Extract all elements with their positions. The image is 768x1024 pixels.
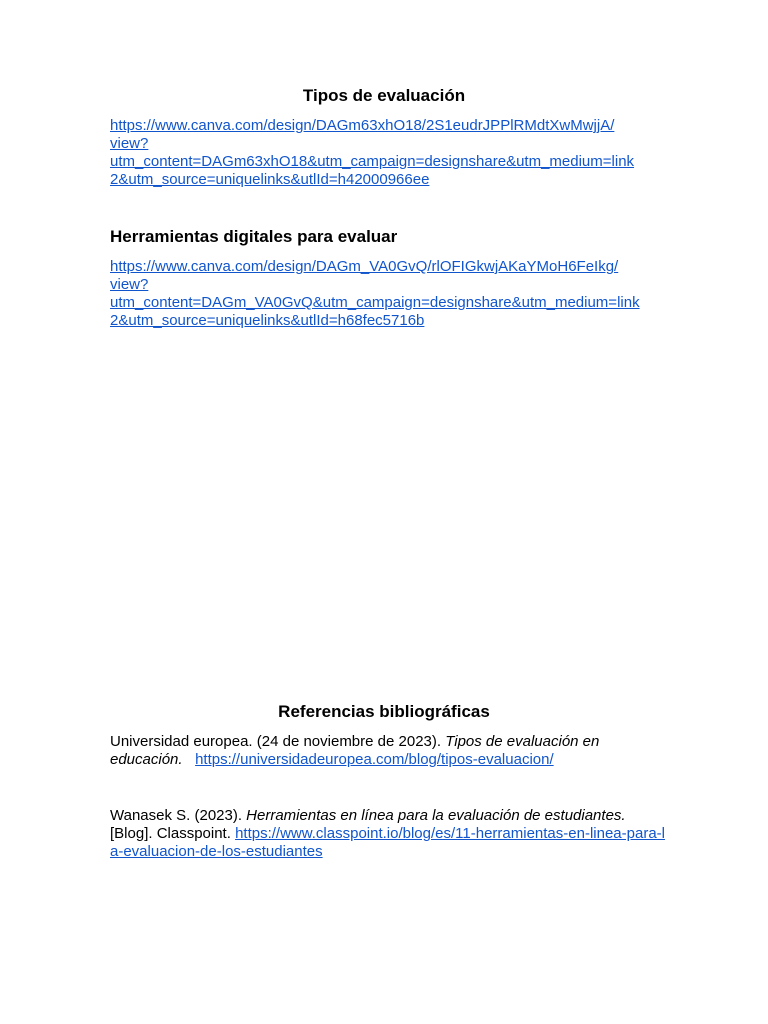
link-line[interactable]: https://www.canva.com/design/DAGm63xhO18/2S1eudrJPPlRMdtXwMwjjA/ (110, 117, 615, 134)
link-line[interactable]: https://www.canva.com/design/DAGm_VA0GvQ/rlOFIGkwjAKaYMoH6FeIkg/ (110, 258, 619, 275)
section-title-herramientas: Herramientas digitales para evaluar (110, 227, 398, 246)
section-link-herramientas[interactable] (110, 258, 670, 330)
link-line[interactable]: 2&utm_source=uniquelinks&utlId=h42000966ee (110, 171, 430, 188)
ref1-link[interactable]: https://universidadeuropea.com/blog/tipos-evaluacion/ (195, 751, 554, 768)
ref2-title: Herramientas en línea para la evaluación de estudiantes. (246, 807, 626, 824)
references-title: Referencias bibliográficas (278, 702, 490, 721)
link-line[interactable]: view? (110, 135, 149, 152)
link-line[interactable]: 2&utm_source=uniquelinks&utlId=h68fec5716b (110, 312, 425, 329)
section-title-tipos: Tipos de evaluación (302, 86, 466, 105)
link-line[interactable]: utm_content=DAGm63xhO18&utm_campaign=designshare&utm_medium=link (110, 153, 635, 170)
reference-1 (110, 733, 670, 769)
ref1-title: Tipos de evaluación en educación. (110, 733, 600, 768)
ref2-source: [Blog]. Classpoint. (110, 825, 236, 842)
section-link-tipos[interactable] (110, 117, 670, 189)
ref2-author-date: Wanasek S. (2023). (110, 807, 247, 824)
ref1-author-date: Universidad europea. (24 de noviembre de 2023). (110, 733, 446, 750)
link-line[interactable]: view? (110, 276, 149, 293)
link-line[interactable]: utm_content=DAGm_VA0GvQ&utm_campaign=designshare&utm_medium=link (110, 294, 640, 311)
ref2-link[interactable]: https://www.classpoint.io/blog/es/11-herramientas-en-linea-para-la-evaluacion-de-los-estudiantes (110, 825, 665, 860)
reference-2 (110, 807, 670, 861)
